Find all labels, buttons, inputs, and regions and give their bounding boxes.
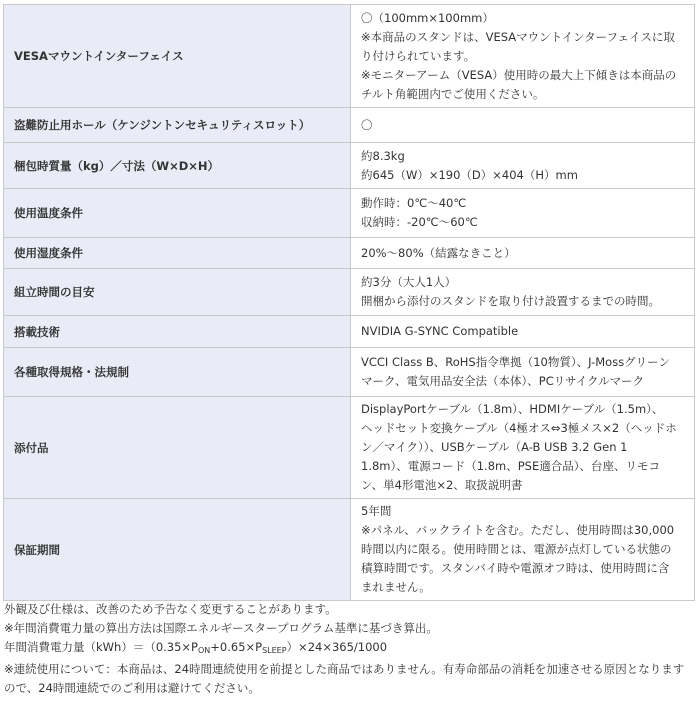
footnotes [4, 600, 696, 698]
spec-value [351, 238, 695, 269]
spec-value [351, 189, 695, 238]
spec-value-line: マーク、電気用品安全法（本体）、PCリサイクルマーク [361, 374, 645, 388]
spec-label: 使用湿度条件 [4, 238, 351, 269]
spec-row-vesa [4, 5, 695, 108]
footnote-spec-change: 外観及び仕様は、改善のため予告なく変更することがあります。 [4, 602, 337, 616]
spec-value-line: 約8.3kg [361, 148, 405, 163]
spec-value-line: まれません。 [361, 580, 431, 594]
spec-value-line: NVIDIA G-SYNC Compatible [361, 324, 519, 338]
spec-label: 梱包時質量（kg）／寸法（W×D×H） [4, 143, 351, 189]
formula-sub-sleep: SLEEP [262, 646, 287, 655]
spec-row-security-slot [4, 108, 695, 143]
spec-row-package-weight [4, 143, 695, 189]
spec-value [351, 348, 695, 397]
spec-row-assembly-time [4, 269, 695, 316]
formula-prefix: 年間消費電力量（kWh）＝（0.35×P [4, 640, 198, 654]
spec-value-line: 〇（100mm×100mm） [361, 10, 494, 25]
spec-row-technology [4, 316, 695, 348]
footnote-continuous-use-cont: ので、24時間連続でのご利用は避けてください。 [4, 681, 260, 695]
spec-value-line: ※パネル、バックライトを含む。ただし、使用時間は30,000 [361, 523, 675, 537]
spec-value-line: 約3分（大人1人） [361, 275, 457, 289]
spec-value [351, 499, 695, 601]
spec-value-line: VCCI Class B、RoHS指令準拠（10物質）、J-Mossグリーン [361, 355, 670, 369]
spec-value-line: ※モニターアーム（VESA）使用時の最大上下傾きは本商品の [361, 67, 677, 82]
footnote-power-calc-method: ※年間消費電力量の算出方法は国際エネルギースタープログラム基準に基づき算出。 [4, 621, 438, 635]
spec-value [351, 269, 695, 316]
spec-row-certifications [4, 348, 695, 397]
spec-label: 保証期間 [4, 499, 351, 601]
spec-row-warranty [4, 499, 695, 601]
spec-row-operating-temperature [4, 189, 695, 238]
spec-label: 搭載技術 [4, 316, 351, 348]
spec-value [351, 316, 695, 348]
spec-row-operating-humidity [4, 238, 695, 269]
spec-label: 盗難防止用ホール（ケンジントンセキュリティスロット） [4, 108, 351, 143]
spec-value [351, 5, 695, 108]
footnote-power-formula [4, 638, 696, 660]
formula-sub-on: ON [198, 646, 211, 655]
spec-value-line: 20%～80%（結露なきこと） [361, 245, 516, 260]
spec-value-line: 1.8m）、電源コード（1.8m、PSE適合品）、台座、リモコ [361, 459, 660, 473]
spec-value-line: 積算時間です。スタンバイ時や電源オフ時は、使用時間に含 [361, 561, 670, 575]
spec-label: 使用温度条件 [4, 189, 351, 238]
spec-value-line: 5年間 [361, 504, 392, 518]
formula-suffix: ）×24×365/1000 [286, 640, 388, 654]
spec-value-line: DisplayPortケーブル（1.8m）、HDMIケーブル（1.5m）、 [361, 402, 664, 416]
spec-value-line: ン、単4形電池×2、取扱説明書 [361, 478, 523, 492]
spec-label: 各種取得規格・法規制 [4, 348, 351, 397]
spec-label: VESAマウントインターフェイス [4, 5, 351, 108]
footnote-continuous-use: ※連続使用について：本商品は、24時間連続使用を前提とした商品ではありません。有寿命部品の消耗を加速させる原因となります [4, 662, 685, 676]
spec-value-line: 約645（W）×190（D）×404（H）mm [361, 167, 578, 182]
spec-label: 添付品 [4, 397, 351, 499]
spec-value-line: 〇 [361, 117, 373, 132]
spec-value-line: 収納時：-20℃～60℃ [361, 215, 478, 229]
formula-middle: +0.65×P [210, 640, 263, 654]
spec-value [351, 108, 695, 143]
spec-value-line: チルト角範囲内でご使用ください。 [361, 86, 545, 101]
spec-row-accessories [4, 397, 695, 499]
spec-value-line: ※本商品のスタンドは、VESAマウントインターフェイスに取 [361, 29, 675, 44]
spec-value-line: り付けられています。 [361, 48, 476, 63]
spec-value-line: 開梱から添付のスタンドを取り付け設置するまでの時間。 [361, 294, 660, 308]
spec-table [3, 4, 695, 601]
spec-label: 組立時間の目安 [4, 269, 351, 316]
spec-value [351, 397, 695, 499]
spec-value-line: 時間以内に限る。使用時間とは、電源が点灯している状態の [361, 542, 672, 556]
spec-value-line: ン／マイク））、USBケーブル（A-B USB 3.2 Gen 1 [361, 440, 628, 454]
spec-value-line: ヘッドセット変換ケーブル（4極オス⇔3極メス×2（ヘッドホ [361, 421, 677, 435]
spec-value [351, 143, 695, 189]
spec-value-line: 動作時：0℃～40℃ [361, 196, 467, 210]
